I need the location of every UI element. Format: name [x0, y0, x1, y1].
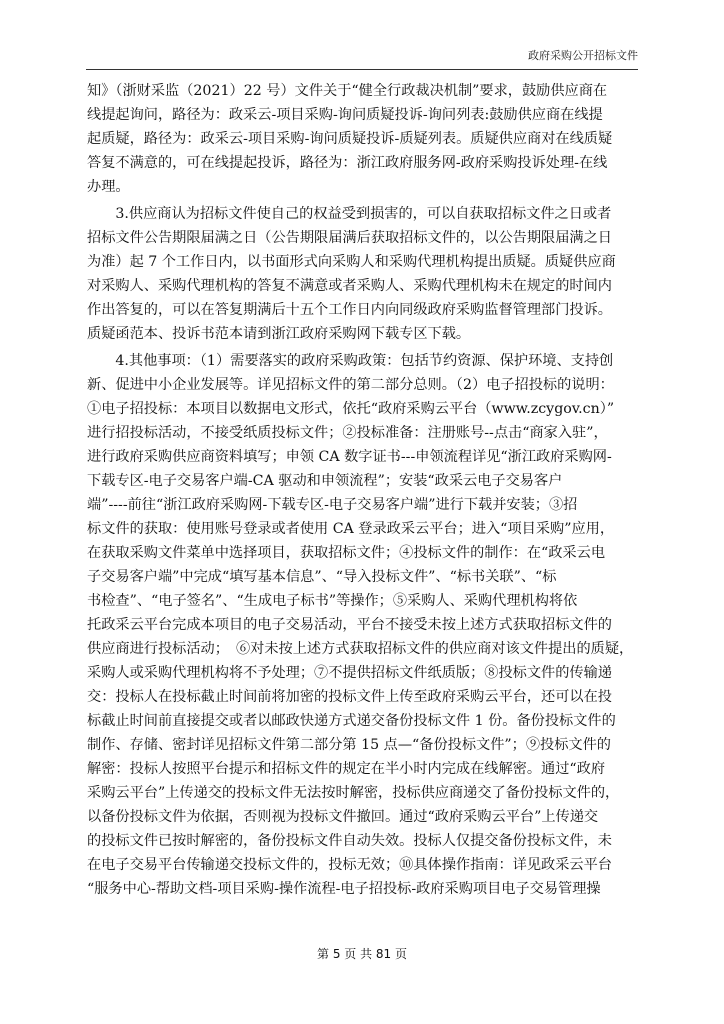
text-line: 对采购人、采购代理机构的答复不满意或者采购人、采购代理机构未在规定的时间内 [87, 278, 612, 294]
paragraph [87, 349, 639, 901]
text-line: 制作、存储、密封详见招标文件第二部分第 15 点—“备份投标文件”；⑨投标文件的 [87, 737, 611, 753]
text-line: 答复不满意的，可在线提起投诉，路径为：浙江政府服务网-政府采购投诉处理-在线 [87, 155, 608, 171]
text-line: ①电子招投标：本项目以数据电文形式，依托“政府采购云平台（www.zcygov.cn）” [87, 401, 615, 417]
text-line: 采购云平台”上传递交的投标文件无法按时解密，投标供应商递交了备份投标文件的， [87, 785, 620, 801]
text-line: 新、促进中小企业发展等。详见招标文件的第二部分总则。（2）电子招投标的说明： [87, 377, 614, 393]
text-line: 书检查”、“电子签名”、“生成电子标书”等操作；⑤采购人、采购代理机构将依 [87, 593, 578, 609]
body-text [87, 79, 639, 901]
text-line: 知》（浙财采监（2021）22 号）文件关于“健全行政裁决机制”要求，鼓励供应商在 [87, 83, 608, 99]
text-line: 进行招投标活动，不接受纸质投标文件；②投标准备：注册账号--点击“商家入驻”， [87, 425, 608, 441]
text-line: 标文件的获取：使用账号登录或者使用 CA 登录政采云平台；进入“项目采购”应用， [87, 521, 615, 537]
paragraph [87, 79, 639, 199]
text-line: 作出答复的，可以在答复期满后十五个工作日内向同级政府采购监督管理部门投诉。 [87, 302, 612, 318]
text-line: 以备份投标文件为依据，否则视为投标文件撤回。通过“政府采购云平台”上传递交 [87, 809, 599, 825]
text-line: 的投标文件已按时解密的，备份投标文件自动失效。投标人仅提交备份投标文件，未 [87, 833, 612, 849]
text-line: 4.其他事项：（1）需要落实的政府采购政策：包括节约资源、保护环境、支持创 [87, 353, 614, 369]
text-line: 为准）起 7 个工作日内，以书面形式向采购人和采购代理机构提出质疑。质疑供应商 [87, 254, 616, 270]
text-line: 标截止时间前直接提交或者以邮政快递方式递交备份投标文件 1 份。备份投标文件的 [87, 713, 616, 729]
header-rule [86, 69, 638, 70]
text-line: 3.供应商认为招标文件使自己的权益受到损害的，可以自获取招标文件之日或者 [87, 206, 612, 222]
text-line: 线提起询问，路径为：政采云-项目采购-询问质疑投诉-询问列表:鼓励供应商在线提 [87, 107, 603, 123]
text-line: 起质疑，路径为：政采云-项目采购-询问质疑投诉-质疑列表。质疑供应商对在线质疑 [87, 131, 613, 147]
text-line: 进行政府采购供应商资料填写；申领 CA 数字证书---申领流程详见“浙江政府采购网- [87, 449, 612, 465]
text-line: 下载专区-电子交易客户端-CA 驱动和申领流程”；安装“政采云电子交易客户 [87, 473, 563, 489]
text-line: 招标文件公告期限届满之日（公告期限届满后获取招标文件的，以公告期限届满之日 [87, 230, 612, 246]
text-line: 在电子交易平台传输递交投标文件的，投标无效；⑩具体操作指南：详见政采云平台 [87, 857, 612, 873]
text-line: 子交易客户端”中完成“填写基本信息”、“导入投标文件”、“标书关联”、“标 [87, 569, 557, 585]
text-line: 托政采云平台完成本项目的电子交易活动，平台不接受未按上述方式获取招标文件的 [87, 617, 612, 633]
text-line: “服务中心-帮助文档-项目采购-操作流程-电子招投标-政府采购项目电子交易管理操 [87, 881, 601, 897]
text-line: 在获取采购文件菜单中选择项目，获取招标文件；④投标文件的制作：在“政采云电 [87, 545, 606, 561]
header-title: 政府采购公开招标文件 [528, 49, 638, 62]
text-line: 办理。 [87, 179, 130, 195]
page-number: 第 5 页 共 81 页 [317, 947, 407, 961]
text-line: 交：投标人在投标截止时间前将加密的投标文件上传至政府采购云平台，还可以在投 [87, 689, 612, 705]
paragraph [87, 202, 639, 346]
text-line: 采购人或采购代理机构将不予处理；⑦不提供招标文件纸质版；⑧投标文件的传输递 [87, 665, 612, 681]
text-line: 解密：投标人按照平台提示和招标文件的规定在半小时内完成在线解密。通过“政府 [87, 761, 606, 777]
text-line: 供应商进行投标活动； ⑥对未按上述方式获取招标文件的供应商对该文件提出的质疑， [87, 641, 634, 657]
text-line: 端”----前往“浙江政府采购网-下载专区-电子交易客户端”进行下载并安装；③招 [87, 497, 578, 513]
text-line: 质疑函范本、投诉书范本请到浙江政府采购网下载专区下载。 [87, 326, 471, 342]
